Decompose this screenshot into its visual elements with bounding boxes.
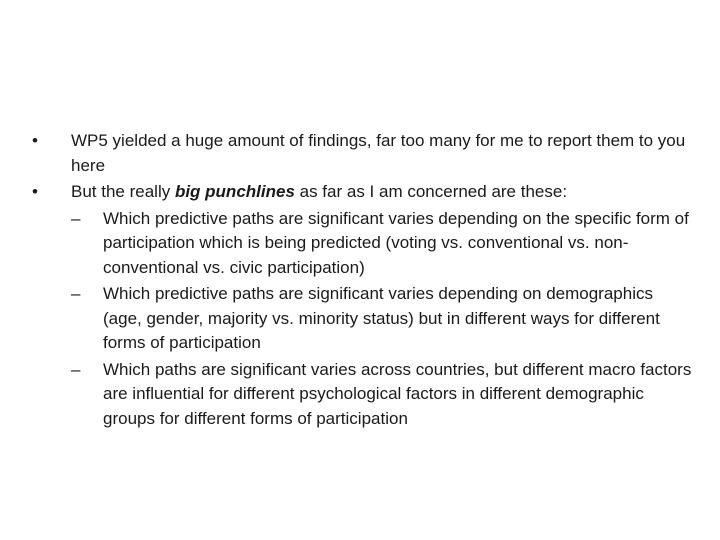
sub-bullet-item (71, 358, 692, 432)
sub-bullet-item (71, 282, 692, 356)
sub-bullet-list (71, 207, 692, 432)
bullet-list (32, 129, 692, 431)
bullet-dot-icon: • (32, 131, 38, 150)
sub-bullet-text: Which predictive paths are significant varies depending on demographics (age, gender, majority vs. minority status) but in different ways for different forms of participation (103, 284, 660, 352)
bullet-text-before: But the really (71, 182, 175, 201)
sub-bullet-item (71, 207, 692, 281)
bullet-text-after: as far as I am concerned are these: (294, 182, 568, 201)
dash-icon: – (71, 284, 81, 303)
bullet-text: WP5 yielded a huge amount of findings, far too many for me to report them to you here (71, 131, 686, 175)
dash-icon: – (71, 359, 81, 379)
bullet-dot-icon: • (32, 182, 38, 201)
bullet-text-emphasis: big punchlines (174, 182, 295, 201)
bullet-item-findings (32, 129, 692, 178)
sub-bullet-text: Which paths are significant varies across countries, but different macro factors are influential for different psychological factors in different demographic groups for different forms of participation (103, 359, 692, 428)
slide-body (32, 129, 692, 433)
sub-bullet-text: Which predictive paths are significant varies depending on the specific form of participation which is being predicted (voting vs. conventional vs. non-conventional vs. civic participation) (103, 208, 689, 277)
dash-icon: – (71, 208, 81, 228)
bullet-item-punchlines (32, 180, 692, 431)
